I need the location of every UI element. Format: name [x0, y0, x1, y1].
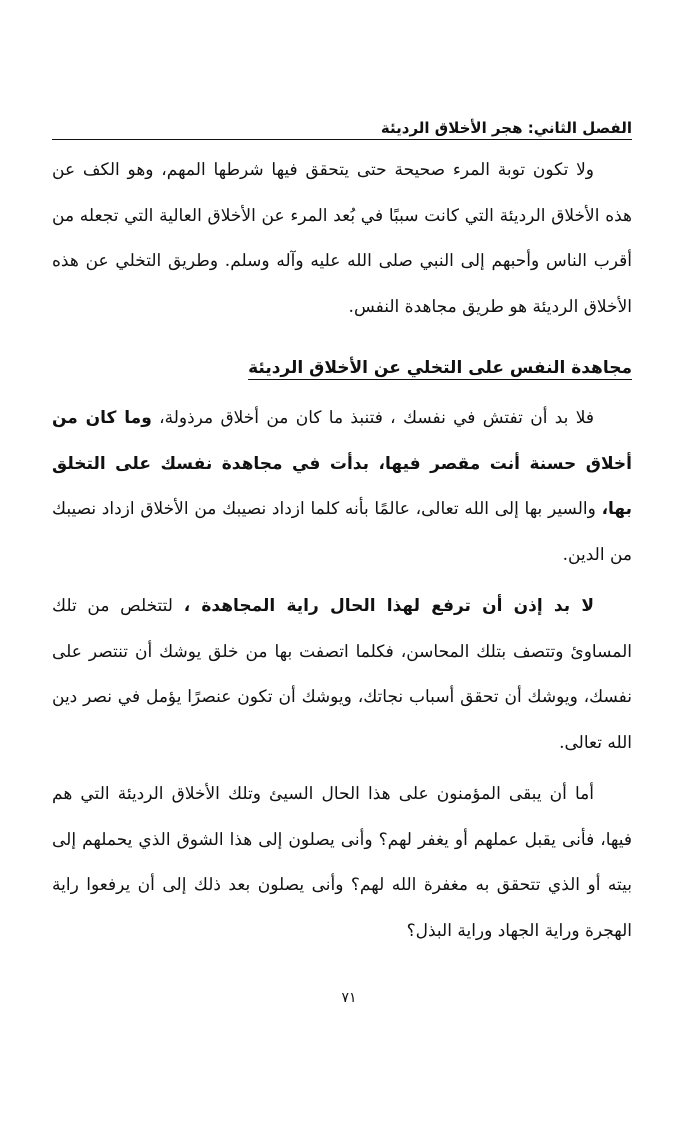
paragraph-3 — [52, 584, 632, 766]
paragraph-3-text: لتتخلص من تلك المساوئ وتتصف بتلك المحاسن، فكلما اتصفت بها من خلق يوشك أن تنتصر على نفسك، ويوشك أن تحقق أسباب نجاتك، ويوشك أن تكون عنصرًا يؤمل في نصر دين الله تعالى. — [52, 596, 632, 753]
page-body — [52, 148, 632, 954]
paragraph-1: ولا تكون توبة المرء صحيحة حتى يتحقق فيها شرطها المهم، وهو الكف عن هذه الأخلاق الرديئة التي كانت سببًا في بُعد المرء عن الأخلاق العالية التي تجعله من أقرب الناس وأحبهم إلى النبي صلى الله عليه وآله وسلم. وطريق التخلي عن هذه الأخلاق الرديئة هو طريق مجاهدة النفس. — [52, 160, 632, 317]
running-header — [52, 112, 632, 140]
paragraph-4: أما أن يبقى المؤمنون على هذا الحال السيئ وتلك الأخلاق الرديئة التي هم فيها، فأنى يقبل عملهم أو يغفر لهم؟ وأنى يصلون إلى هذا الشوق الذي يحملهم إلى بيته أو الذي تتحقق به مغفرة الله لهم؟ وأنى يصلون بعد ذلك إلى أن يرفعوا راية الهجرة وراية الجهاد وراية البذل؟ — [52, 784, 632, 941]
section-subheading: مجاهدة النفس على التخلي عن الأخلاق الرديئة — [248, 358, 632, 378]
paragraph-2-bold-text: وما كان من أخلاق حسنة أنت مقصر فيها، بدأت في مجاهدة نفسك على التخلق بها، — [52, 408, 633, 519]
chapter-title: الفصل الثاني: هجر الأخلاق الرديئة — [380, 119, 632, 137]
paragraph-2-text-a: فلا بد أن تفتش في نفسك ، فتنبذ ما كان من أخلاق مرذولة، — [159, 408, 594, 428]
paragraph-2-text-b: والسير بها إلى الله تعالى، عالمًا بأنه كلما ازداد نصيبك من الأخلاق ازداد نصيبك من الدين. — [52, 499, 632, 565]
paragraph-2 — [52, 396, 632, 578]
page-number: ٧١ — [341, 990, 357, 1006]
paragraph-3-bold-text: لا بد إذن أن ترفع لهذا الحال راية المجاهدة ، — [183, 596, 594, 616]
